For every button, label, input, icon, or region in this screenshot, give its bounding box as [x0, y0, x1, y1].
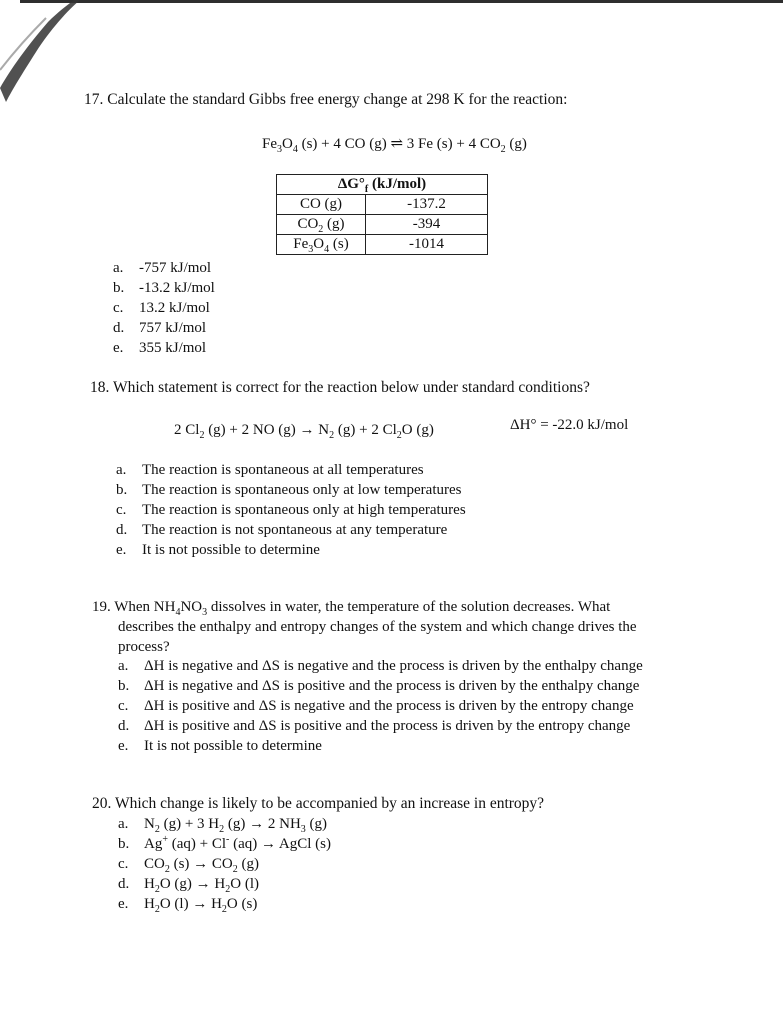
list-item[interactable]: d. 757 kJ/mol [113, 320, 207, 336]
gibbs-energy-table [276, 174, 488, 255]
table-cell-species: CO (g) [277, 195, 366, 215]
arrow-right-icon: → [299, 422, 315, 438]
list-item[interactable]: c. The reaction is spontaneous only at high temperatures [116, 502, 466, 518]
list-item[interactable]: b. Ag+ (aq) + Cl- (aq) → AgCl (s) [118, 834, 332, 852]
q18-enthalpy: ΔH° = -22.0 kJ/mol [510, 417, 629, 433]
equilibrium-arrow-icon: ⇌ [390, 136, 404, 152]
list-item[interactable]: b. ΔH is negative and ΔS is positive and the process is driven by the enthalpy change [118, 678, 640, 694]
list-item[interactable]: d. The reaction is not spontaneous at any temperature [116, 522, 448, 538]
list-item[interactable]: c. ΔH is positive and ΔS is negative and the process is driven by the entropy change [118, 698, 634, 714]
q17-options [113, 258, 215, 358]
table-cell-value: -1014 [366, 235, 488, 255]
corner-scan-shadow [0, 0, 90, 110]
list-item[interactable]: e. It is not possible to determine [116, 542, 320, 558]
list-item[interactable]: c. 13.2 kJ/mol [113, 300, 210, 316]
q17-title: 17. Calculate the standard Gibbs free energy change at 298 K for the reaction: [84, 91, 568, 108]
list-item[interactable]: e. $H_2O$ $(l) \to H_2O$ (s) [118, 896, 258, 915]
table-row [277, 195, 488, 215]
table-header-row [277, 175, 488, 195]
q19-options [118, 656, 643, 756]
q19-title-line2: describes the enthalpy and entropy changes of the system and which change drives the [118, 619, 637, 635]
table-cell-species: $Fe_3O_4$ (s) [277, 235, 366, 255]
q18-reaction: 2 $Cl_2$ (g) + 2 NO $(g) \to N_2$ (g) + 2 $Cl_2O$ (g) [174, 422, 434, 441]
list-item[interactable]: d. $H_2O$ $(g) \to H_2O$ (l) [118, 876, 259, 895]
q17-reaction: $Fe_3O_4$ (s) + 4 CO (g) ⇌ 3 Fe (s) + 4 $CO_2$ (g) [262, 136, 527, 155]
list-item[interactable]: e. It is not possible to determine [118, 738, 322, 754]
q18-options [116, 460, 466, 560]
q20-options [118, 814, 331, 914]
table-row [277, 215, 488, 235]
list-item[interactable]: b. -13.2 kJ/mol [113, 280, 215, 296]
list-item[interactable]: a. ΔH is negative and ΔS is negative and the process is driven by the enthalpy change [118, 658, 643, 674]
page-top-edge [20, 0, 783, 3]
list-item[interactable]: d. ΔH is positive and ΔS is positive and the process is driven by the entropy change [118, 718, 631, 734]
table-cell-species: $CO_2$ (g) [277, 215, 366, 235]
list-item[interactable]: c. $CO_2$ $(s) \to CO_2$ (g) [118, 856, 260, 875]
list-item[interactable]: a. The reaction is spontaneous at all temperatures [116, 462, 424, 478]
table-cell-value: -394 [366, 215, 488, 235]
table-header: $\Delta G^\circ_f$ (kJ/mol) [277, 175, 488, 195]
table-row [277, 235, 488, 255]
list-item[interactable]: b. The reaction is spontaneous only at low temperatures [116, 482, 462, 498]
list-item[interactable]: a. -757 kJ/mol [113, 260, 212, 276]
q18-title: 18. Which statement is correct for the reaction below under standard conditions? [90, 379, 590, 396]
q20-title: 20. Which change is likely to be accompanied by an increase in entropy? [92, 795, 545, 812]
q19-title-line3: process? [118, 639, 170, 655]
list-item[interactable]: a. $N_2$ (g) + 3 $H_2$ (g) → 2 $NH_3$ (g) [118, 816, 328, 835]
q19-title-line1: 19. When $NH_4NO_3$ dissolves in water, the temperature of the solution decreases. What [92, 599, 611, 618]
table-cell-value: -137.2 [366, 195, 488, 215]
list-item[interactable]: e. 355 kJ/mol [113, 340, 207, 356]
